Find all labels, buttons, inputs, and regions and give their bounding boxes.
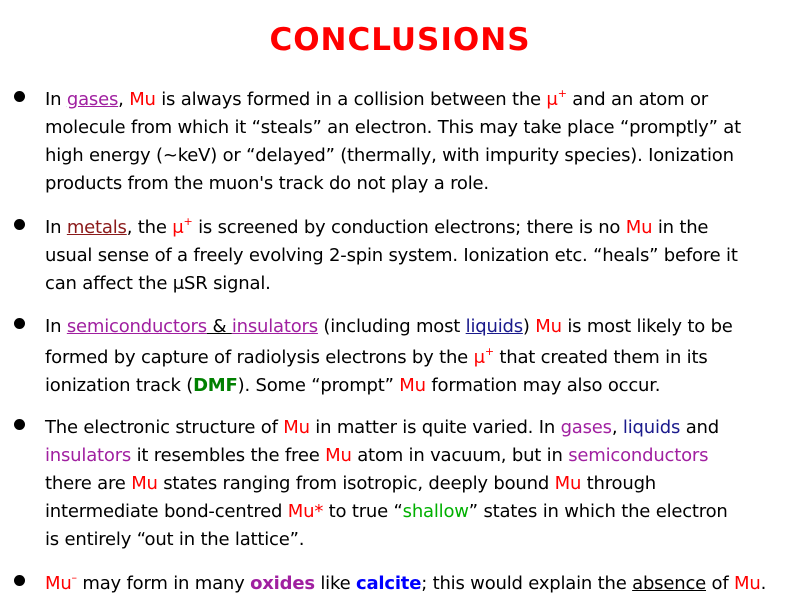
text-line: molecule from which it “steals” an electron. This may take place “promptly” at xyxy=(45,117,741,138)
text-run: formation may also occur. xyxy=(425,375,661,396)
text-run: there are xyxy=(45,473,132,494)
text-run: . xyxy=(760,573,767,594)
text-run: like xyxy=(314,573,356,594)
text-run: ” states in which the electron xyxy=(468,501,728,522)
text-run: , xyxy=(118,89,130,110)
term-dmf: DMF xyxy=(193,375,238,396)
muon-symbol: μ xyxy=(546,89,558,110)
text-run: is most likely to be xyxy=(561,316,733,337)
bullet-text xyxy=(45,570,790,598)
term-mu: Mu xyxy=(734,573,761,594)
term-semiconductors: semiconductors xyxy=(66,316,207,337)
bullet-dot xyxy=(14,91,25,102)
text-line xyxy=(45,498,790,526)
bullet-text xyxy=(45,313,790,400)
text-run: of xyxy=(706,573,735,594)
text-run: and an atom or xyxy=(566,89,708,110)
term-mu: Mu xyxy=(283,417,310,438)
bullet-dot xyxy=(14,318,25,329)
text-run: ionization track ( xyxy=(45,375,194,396)
text-line xyxy=(45,313,790,341)
text-run: is screened by conduction electrons; there is no xyxy=(192,217,626,238)
text-run: ) xyxy=(522,316,536,337)
text-run: states ranging from isotropic, deeply bound xyxy=(157,473,555,494)
term-mu: Mu xyxy=(554,473,582,494)
text-run: & xyxy=(206,316,232,337)
text-run: in matter is quite varied. In xyxy=(309,417,561,438)
muon-charge: + xyxy=(484,345,494,358)
text-line: high energy (~keV) or “delayed” (thermally, with impurity species). Ionization xyxy=(45,145,734,166)
muon-symbol: μ xyxy=(172,217,184,238)
mu-charge: – xyxy=(71,571,77,584)
text-run: ). Some “prompt” xyxy=(237,375,400,396)
text-line xyxy=(45,570,790,598)
text-run: , the xyxy=(126,217,173,238)
text-run: The electronic structure of xyxy=(45,417,284,438)
bullet-text xyxy=(45,86,790,198)
text-run: is always formed in a collision between the xyxy=(155,89,547,110)
text-run: , xyxy=(611,417,623,438)
bullet-text xyxy=(45,414,790,554)
text-line xyxy=(45,214,790,242)
term-mu-minus xyxy=(45,573,77,594)
text-line xyxy=(45,372,790,400)
text-line: products from the muon's track do not play a role. xyxy=(45,173,489,194)
text-run: may form in many xyxy=(76,573,251,594)
term-insulators: insulators xyxy=(45,445,132,466)
term-insulators: insulators xyxy=(231,316,318,337)
bullet-dot xyxy=(14,419,25,430)
text-run: formed by capture of radiolysis electrons by the xyxy=(45,347,474,368)
term-mu: Mu xyxy=(535,316,562,337)
term-mu: Mu xyxy=(625,217,653,238)
bullet-dot xyxy=(14,575,25,586)
text-run: In xyxy=(45,217,67,238)
term-calcite: calcite xyxy=(355,573,422,594)
muon-symbol: μ xyxy=(473,347,485,368)
text-run: (including most xyxy=(317,316,466,337)
text-line xyxy=(45,442,790,470)
term-gases: gases xyxy=(560,417,612,438)
term-mu-star: Mu* xyxy=(287,501,324,522)
term-mu: Mu xyxy=(129,89,156,110)
term-mu: Mu xyxy=(131,473,158,494)
text-line xyxy=(45,344,790,372)
term-oxides: oxides xyxy=(250,573,315,594)
term-liquids: liquids xyxy=(622,417,681,438)
text-run: In xyxy=(45,316,67,337)
term-liquids: liquids xyxy=(465,316,523,337)
term-semiconductors: semiconductors xyxy=(568,445,709,466)
muon-charge: + xyxy=(183,215,193,228)
text-line xyxy=(45,470,790,498)
text-run: to true “ xyxy=(323,501,403,522)
text-run: through xyxy=(581,473,657,494)
text-run: ; this would explain the xyxy=(421,573,633,594)
text-line: can affect the μSR signal. xyxy=(45,273,271,294)
text-run: that created them in its xyxy=(493,347,708,368)
text-line: is entirely “out in the lattice”. xyxy=(45,529,305,550)
bullet-text xyxy=(45,214,790,298)
muon-charge: + xyxy=(557,87,567,100)
term-absence: absence xyxy=(632,573,707,594)
term-muon xyxy=(474,347,494,368)
text-run: intermediate bond-centred xyxy=(45,501,288,522)
text-run: it resembles the free xyxy=(131,445,326,466)
text-line xyxy=(45,86,790,114)
term-muon xyxy=(172,217,192,238)
term-gases: gases xyxy=(66,89,119,110)
mu-symbol: Mu xyxy=(45,573,72,594)
text-line xyxy=(45,414,790,442)
text-run: In xyxy=(45,89,67,110)
bullet-dot xyxy=(14,219,25,230)
term-mu: Mu xyxy=(399,375,426,396)
term-metals: metals xyxy=(66,217,127,238)
term-mu: Mu xyxy=(325,445,352,466)
text-run: atom in vacuum, but in xyxy=(351,445,569,466)
term-shallow: shallow xyxy=(402,501,469,522)
text-run: in the xyxy=(652,217,709,238)
slide-title: CONCLUSIONS xyxy=(269,22,531,58)
term-muon xyxy=(546,89,566,110)
text-run: and xyxy=(680,417,719,438)
text-line: usual sense of a freely evolving 2-spin system. Ionization etc. “heals” before it xyxy=(45,245,738,266)
